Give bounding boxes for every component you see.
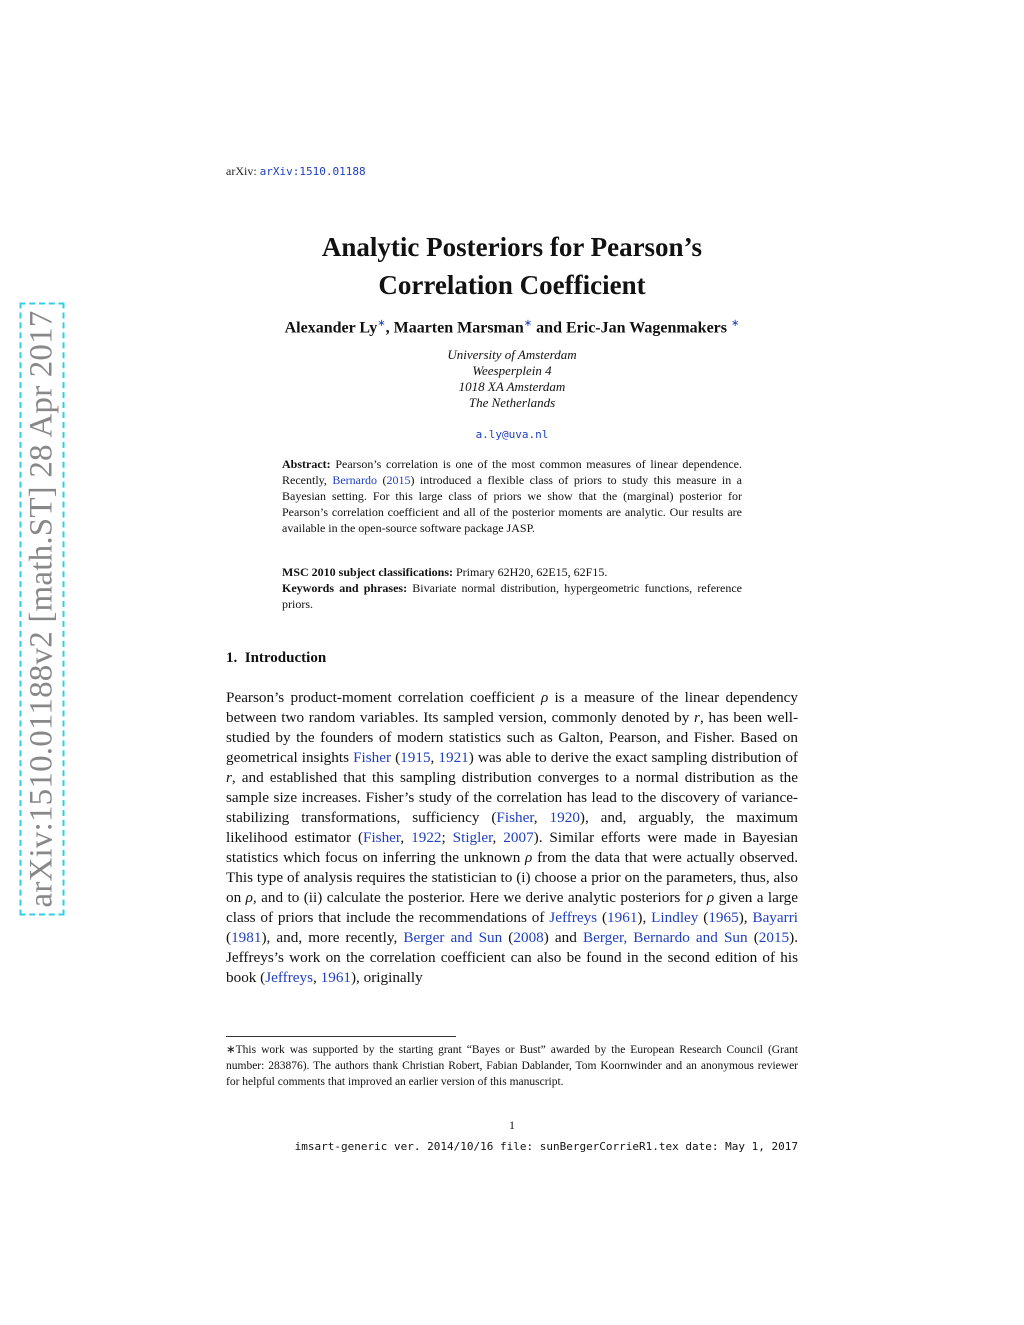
- citation-link[interactable]: Berger and Sun: [403, 929, 503, 946]
- intro-text: (: [698, 909, 709, 926]
- intro-text: given a large class of priors that include the recommendations of: [226, 889, 799, 926]
- intro-text: ): [468, 749, 474, 766]
- footnote-mark-link[interactable]: ∗: [731, 318, 740, 329]
- email-row: [226, 428, 798, 441]
- citation-link[interactable]: 1965: [708, 909, 739, 926]
- intro-text: was able to derive the exact sampling distribution of: [473, 749, 798, 766]
- footnote: ∗This work was supported by the starting grant “Bayes or Bust” awarded by the European Research Council (Grant number: 283876). The authors thank Christian Robert, Fabian Dablander, Tom Koornwinder and an anonymous reviewer for helpful comments that improved an earlier version of this manuscript.: [226, 1044, 798, 1088]
- classification-block: [282, 564, 742, 612]
- intro-text: (: [226, 929, 232, 946]
- affiliation-line: Weesperplein 4: [472, 363, 552, 378]
- running-footer: imsart-generic ver. 2014/10/16 file: sunBergerCorrieR1.tex date: May 1, 2017: [294, 1140, 798, 1153]
- msc-value: Primary 62H20, 62E15, 62F15.: [453, 565, 608, 579]
- msc-line: [282, 564, 742, 580]
- intro-text: (: [747, 929, 759, 946]
- citation-link[interactable]: Jeffreys: [265, 969, 314, 986]
- intro-text: ,: [400, 829, 412, 846]
- math-symbol: r: [226, 769, 232, 786]
- citation-link[interactable]: Fisher: [353, 749, 392, 766]
- intro-text: is a measure of the linear dependency between two random variables. Its sampled version, commonly denoted by: [226, 689, 798, 726]
- citation-link[interactable]: Jeffreys: [549, 909, 598, 926]
- keywords-value: Bivariate normal distribution, hypergeometric functions, reference priors.: [282, 581, 742, 611]
- math-symbol: ρ: [525, 849, 533, 866]
- footnote-divider: [226, 1036, 456, 1037]
- intro-text: ), and, arguably, the maximum likelihood estimator (: [226, 809, 798, 846]
- intro-text: ,: [430, 749, 439, 766]
- section-title: Introduction: [244, 650, 327, 666]
- intro-text: , and to (ii) calculate the posterior. Here we derive analytic posteriors for: [252, 889, 707, 906]
- arxiv-id-link[interactable]: arXiv:1510.01188: [259, 165, 366, 178]
- intro-text: ), and, more recently,: [261, 929, 404, 946]
- intro-text: ),: [738, 909, 753, 926]
- abstract: [282, 456, 742, 536]
- citation-link[interactable]: Bayarri: [752, 909, 798, 926]
- keywords-label: Keywords and phrases:: [282, 581, 408, 595]
- citation-link[interactable]: 2015: [386, 473, 411, 487]
- citation-link[interactable]: Stigler: [452, 829, 493, 846]
- page-number: 1: [509, 1118, 515, 1132]
- section-number: 1.: [226, 650, 238, 666]
- math-symbol: ρ: [706, 889, 715, 906]
- author-name: Maarten Marsman: [393, 319, 524, 337]
- intro-text: ,: [313, 969, 321, 986]
- abstract-text: introduced a flexible class of priors to study this measure in a Bayesian setting. For this large class of priors we show that the (marginal) posterior for Pearson’s correlation coefficient and all of the posterior moments are analytic. Our results are available in the open-source software package JASP.: [282, 473, 742, 535]
- citation-link[interactable]: Bernardo: [332, 473, 377, 487]
- citation-link[interactable]: Fisher: [496, 809, 534, 826]
- author-separator: ,: [385, 319, 394, 337]
- intro-text: , and established that this sampling distribution converges to a normal distribution as the sample size increases. Fisher’s study of the correlation has lead to the discovery of variance-stabilizing transformations, sufficiency (: [226, 769, 798, 826]
- citation-link[interactable]: Fisher: [363, 829, 401, 846]
- citation-link[interactable]: 1961: [320, 969, 351, 986]
- footnote-mark-link[interactable]: ∗: [377, 318, 386, 329]
- title-line-1: Analytic Posteriors for Pearson’s: [321, 232, 703, 262]
- section-heading: [226, 650, 326, 667]
- citation-link[interactable]: Berger, Bernardo and Sun: [582, 929, 748, 946]
- citation-link[interactable]: 1920: [549, 809, 580, 826]
- intro-paragraph: [226, 688, 798, 988]
- paper-title: [226, 228, 798, 304]
- citation-link[interactable]: Lindley: [651, 909, 699, 926]
- abstract-text: Pearson’s correlation is one of the most common measures of linear dependence. Recently,: [282, 457, 742, 487]
- intro-text: from the data that were actually observed. This type of analysis requires the statistician to (i) choose a prior on the parameters, thus, also on: [226, 849, 798, 906]
- citation-link[interactable]: 1921: [438, 749, 469, 766]
- citation-link[interactable]: 1961: [607, 909, 638, 926]
- author-separator: and: [532, 319, 566, 337]
- introduction-body: [226, 688, 798, 988]
- intro-text: , has been well-studied by the founders of modern statistics such as Galton, Pearson, and Fisher. Based on geometrical insights: [226, 709, 799, 766]
- intro-text: ,: [533, 809, 550, 826]
- keywords-line: [282, 580, 742, 612]
- intro-text: ),: [637, 909, 652, 926]
- author-name: Eric-Jan Wagenmakers: [565, 319, 727, 337]
- arxiv-side-stamp-area: [18, 296, 66, 922]
- citation-link[interactable]: 2008: [513, 929, 544, 946]
- intro-text: ). Jeffreys’s work on the correlation coefficient can also be found in the second edition of his book (: [226, 929, 798, 986]
- math-symbol: r: [694, 709, 700, 726]
- intro-text: (: [597, 909, 608, 926]
- affiliation-line: 1018 XA Amsterdam: [458, 379, 566, 394]
- intro-text: Pearson’s product-moment correlation coefficient: [226, 689, 541, 706]
- footnote-mark-link[interactable]: ∗: [523, 318, 533, 329]
- author-name: Alexander Ly: [284, 319, 378, 337]
- abstract-label: Abstract:: [282, 457, 331, 471]
- abstract-text: (: [377, 473, 387, 487]
- affiliation-line: The Netherlands: [468, 395, 556, 410]
- abstract-text: ): [410, 473, 415, 487]
- author-list: [226, 318, 798, 337]
- email-link[interactable]: a.ly@uva.nl: [475, 428, 549, 441]
- affiliation-line: University of Amsterdam: [447, 347, 577, 362]
- affiliation: [226, 347, 798, 411]
- intro-text: ;: [441, 829, 453, 846]
- citation-link[interactable]: 1981: [231, 929, 262, 946]
- citation-link[interactable]: 2015: [758, 929, 790, 946]
- msc-label: MSC 2010 subject classifications:: [282, 565, 453, 579]
- citation-link[interactable]: 2007: [503, 829, 534, 846]
- intro-text: ), originally: [351, 969, 423, 986]
- citation-link[interactable]: 1922: [411, 829, 442, 846]
- arxiv-label: arXiv:: [226, 164, 257, 178]
- intro-text: (: [391, 749, 401, 766]
- arxiv-side-stamp[interactable]: arXiv:1510.01188v2 [math.ST] 28 Apr 2017: [20, 302, 65, 915]
- citation-link[interactable]: 1915: [400, 749, 431, 766]
- intro-text: ) and: [543, 929, 583, 946]
- intro-text: ). Similar efforts were made in Bayesian statistics which focus on inferring the unknown: [226, 829, 799, 866]
- intro-text: ,: [492, 829, 504, 846]
- title-line-2: Correlation Coefficient: [378, 270, 646, 300]
- math-symbol: ρ: [245, 889, 253, 906]
- arxiv-header: [226, 164, 366, 179]
- math-symbol: ρ: [540, 689, 549, 706]
- intro-text: (: [502, 929, 514, 946]
